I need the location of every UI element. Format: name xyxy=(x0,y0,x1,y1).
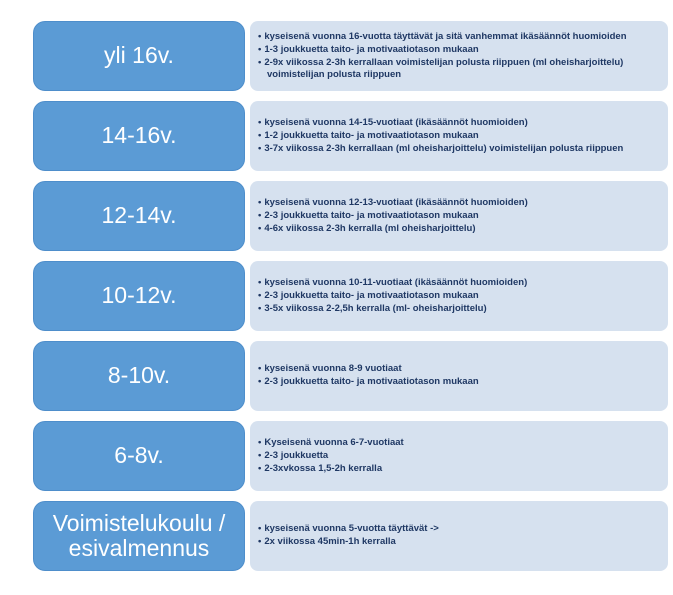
age-group-label: 6-8v. xyxy=(114,442,164,469)
bullet-item: • 3-5x viikossa 2-2,5h kerralla (ml- oheisharjoittelu) xyxy=(258,303,527,316)
bullet-list xyxy=(258,436,404,476)
bullet-list xyxy=(258,196,528,236)
age-group-row xyxy=(33,21,673,91)
age-group-label-box xyxy=(33,101,245,171)
bullet-item: • kyseisenä vuonna 10-11-vuotiaat (ikäsäännöt huomioiden) xyxy=(258,277,527,290)
bullet-list xyxy=(258,523,439,550)
bullet-item: • kyseisenä vuonna 16-vuotta täyttävät ja sitä vanhemmat ikäsäännöt huomioiden xyxy=(258,31,656,44)
bullet-item: • Kyseisenä vuonna 6-7-vuotiaat xyxy=(258,437,404,450)
age-group-details-box xyxy=(250,501,668,571)
age-group-row xyxy=(33,101,673,171)
age-group-details-box xyxy=(250,421,668,491)
bullet-item: • kyseisenä vuonna 5-vuotta täyttävät -> xyxy=(258,523,439,536)
bullet-item: • kyseisenä vuonna 8-9 vuotiaat xyxy=(258,363,479,376)
age-group-label: 8-10v. xyxy=(107,362,171,389)
age-group-label-box xyxy=(33,341,245,411)
age-group-label: 12-14v. xyxy=(101,202,177,229)
age-group-label-box xyxy=(33,501,245,571)
age-group-details-box xyxy=(250,181,668,251)
bullet-item: • 4-6x viikossa 2-3h kerralla (ml oheisharjoittelu) xyxy=(258,223,528,236)
age-group-label-box xyxy=(33,421,245,491)
bullet-list xyxy=(258,116,623,156)
bullet-item: • kyseisenä vuonna 12-13-vuotiaat (ikäsäännöt huomioiden) xyxy=(258,197,528,210)
age-group-label-box xyxy=(33,181,245,251)
age-group-details-box xyxy=(250,261,668,331)
age-group-row xyxy=(33,421,673,491)
age-group-label-box xyxy=(33,21,245,91)
bullet-item: • 2-3 joukkuetta xyxy=(258,450,404,463)
bullet-item: • 1-2 joukkuetta taito- ja motivaatiotason mukaan xyxy=(258,130,623,143)
age-group-label-box xyxy=(33,261,245,331)
age-group-row xyxy=(33,341,673,411)
bullet-item: • 1-3 joukkuetta taito- ja motivaatiotason mukaan xyxy=(258,44,656,57)
bullet-item: • kyseisenä vuonna 14-15-vuotiaat (ikäsäännöt huomioiden) xyxy=(258,117,623,130)
bullet-item: • 2-3 joukkuetta taito- ja motivaatiotason mukaan xyxy=(258,210,528,223)
bullet-item: • 2-9x viikossa 2-3h kerrallaan voimistelijan polusta riippuen (ml oheisharjoittelu) voimistelijan polusta riippuen xyxy=(258,57,656,82)
age-group-details-box xyxy=(250,341,668,411)
bullet-list xyxy=(258,30,656,82)
age-group-label: 14-16v. xyxy=(101,122,177,149)
age-group-label: yli 16v. xyxy=(104,42,174,69)
age-group-details-box xyxy=(250,21,668,91)
bullet-item: • 3-7x viikossa 2-3h kerrallaan (ml oheisharjoittelu) voimistelijan polusta riippuen xyxy=(258,143,623,156)
bullet-item: • 2-3 joukkuetta taito- ja motivaatiotason mukaan xyxy=(258,376,479,389)
age-group-details-box xyxy=(250,101,668,171)
age-group-row xyxy=(33,501,673,571)
bullet-list xyxy=(258,363,479,390)
bullet-item: • 2-3xvkossa 1,5-2h kerralla xyxy=(258,463,404,476)
age-group-row xyxy=(33,261,673,331)
bullet-list xyxy=(258,276,527,316)
age-group-label: 10-12v. xyxy=(101,282,177,309)
age-group-row xyxy=(33,181,673,251)
age-group-label: Voimistelukoulu / esivalmennus xyxy=(52,509,226,561)
bullet-item: • 2x viikossa 45min-1h kerralla xyxy=(258,536,439,549)
bullet-item: • 2-3 joukkuetta taito- ja motivaatiotason mukaan xyxy=(258,290,527,303)
